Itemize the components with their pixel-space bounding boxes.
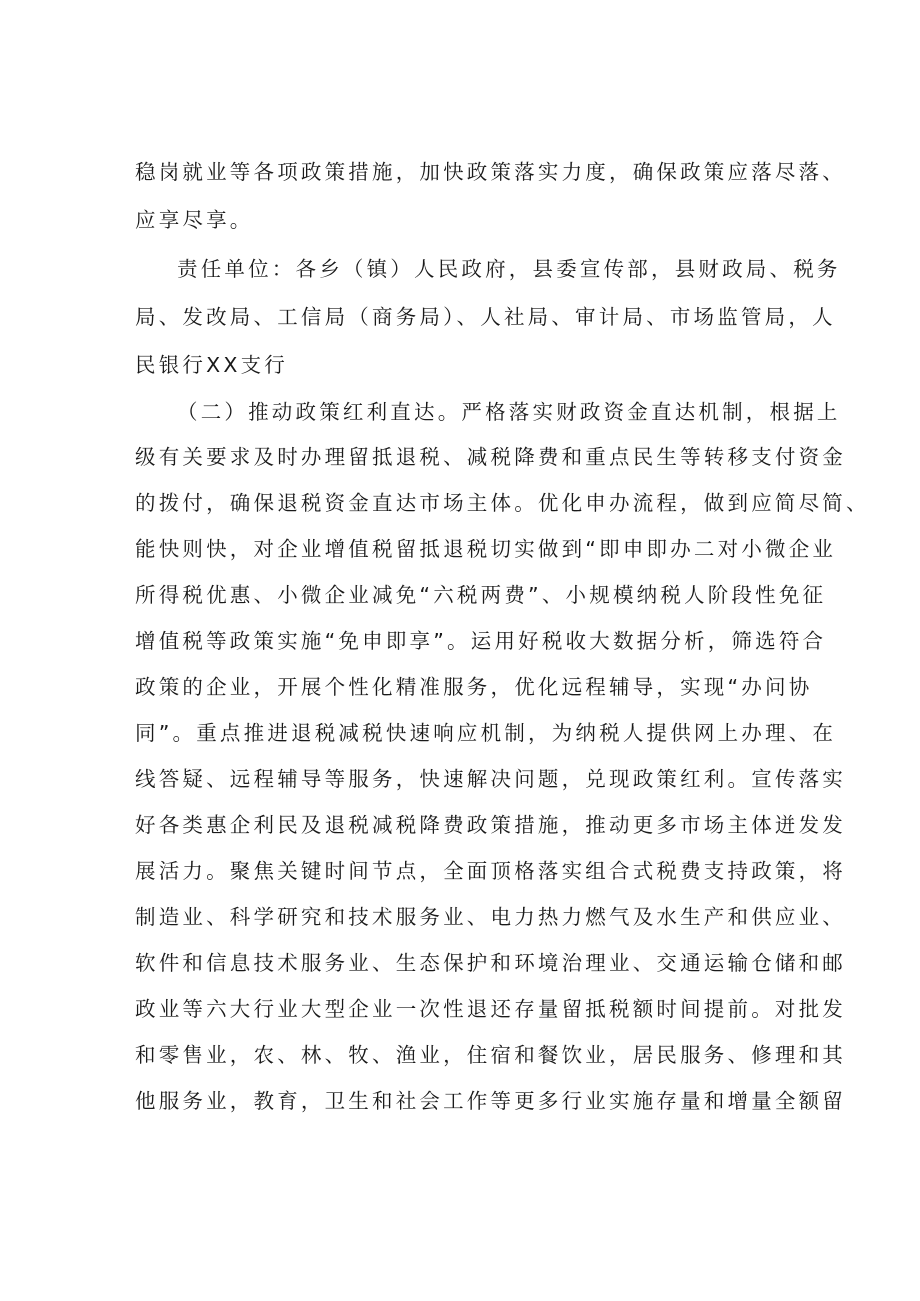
text-line: 制造业、科学研究和技术服务业、电力热力燃气及水生产和供应业、 xyxy=(135,905,846,929)
text-line: 的拨付，确保退税资金直达市场主体。优化申办流程，做到应简尽简、 xyxy=(135,491,870,515)
text-line: 级有关要求及时办理留抵退税、减税降费和重点民生等转移支付资金 xyxy=(135,445,846,469)
text-line: 民银行XX支行 xyxy=(135,353,288,377)
text-line: 软件和信息技术服务业、生态保护和环境治理业、交通运输仓储和邮 xyxy=(135,951,846,975)
text-line: 同”。重点推进退税减税快速响应机制，为纳税人提供网上办理、在 xyxy=(135,721,837,745)
text-line: 稳岗就业等各项政策措施，加快政策落实力度，确保政策应落尽落、 xyxy=(135,160,846,184)
text-line: 政策的企业，开展个性化精准服务，优化远程辅导，实现“办问协 xyxy=(135,675,813,699)
text-line: 展活力。聚焦关键时间节点，全面顶格落实组合式税费支持政策，将 xyxy=(135,859,846,883)
section-heading-line: （二）推动政策红利直达。严格落实财政资金直达机制，根据上 xyxy=(177,400,841,424)
text-line: 政业等六大行业大型企业一次性退还存量留抵税额时间提前。对批发 xyxy=(135,997,846,1021)
text-line: 应享尽享。 xyxy=(135,208,254,232)
text-line: 责任单位：各乡（镇）人民政府，县委宣传部，县财政局、税务 xyxy=(177,257,841,281)
text-line: 局、发改局、工信局（商务局）、人社局、审计局、市场监管局，人 xyxy=(135,305,836,329)
text-line: 增值税等政策实施“免申即享”。运用好税收大数据分析，筛选符合 xyxy=(135,629,827,653)
text-line: 能快则快，对企业增值税留抵退税切实做到“即申即办二对小微企业 xyxy=(135,537,837,561)
text-line: 所得税优惠、小微企业减免“六税两费”、小规模纳税人阶段性免征 xyxy=(135,583,827,607)
text-line: 他服务业，教育，卫生和社会工作等更多行业实施存量和增量全额留 xyxy=(135,1089,846,1113)
text-line: 线答疑、远程辅导等服务，快速解决问题，兑现政策红利。宣传落实 xyxy=(135,767,846,791)
text-line: 和零售业，农、林、牧、渔业，住宿和餐饮业，居民服务、修理和其 xyxy=(135,1043,846,1067)
text-line: 好各类惠企利民及退税减税降费政策措施，推动更多市场主体迸发发 xyxy=(135,813,846,837)
